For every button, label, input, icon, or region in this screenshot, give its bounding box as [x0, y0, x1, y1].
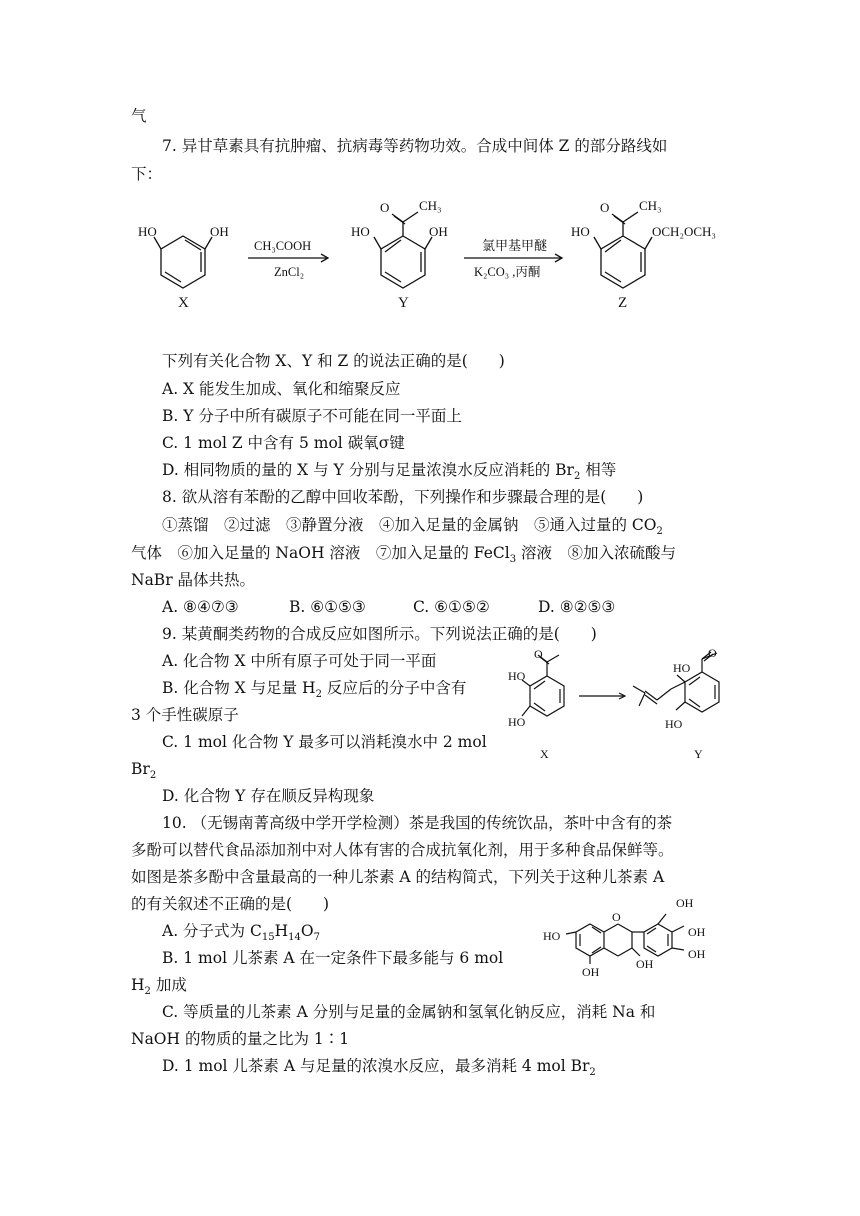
q10-oh-3: OH — [636, 957, 654, 971]
q7-question: 下列有关化合物 X、Y 和 Z 的说法正确的是( ) — [162, 352, 505, 370]
q7-option-a: A. X 能发生加成、氧化和缩聚反应 — [162, 380, 401, 398]
q9-option-c-line1: C. 1 mol 化合物 Y 最多可以消耗溴水中 2 mol — [162, 733, 487, 751]
q9-x-compound-label: X — [540, 747, 549, 761]
q8-steps-line1: ①蒸馏 ②过滤 ③静置分液 ④加入足量的金属钠 ⑤通入过量的 $CO_2$ — [162, 516, 663, 538]
x-benzene-ring — [161, 236, 205, 288]
q9-x-ho-top: HO — [508, 669, 526, 683]
z-ho-label: HO — [571, 224, 590, 239]
q9-x-ho-bottom: HO — [508, 715, 526, 729]
q10-option-a: A. 分子式为 $C_{15}H_{14}O_7$ — [162, 922, 320, 944]
q10-oh-4prime: OH — [688, 925, 706, 939]
arrow1-catalyst: ZnCl₂ — [274, 265, 305, 279]
q9-x-o-label: O — [534, 648, 543, 661]
q10-option-c-line1: C. 等质量的儿茶素 A 分别与足量的金属钠和氢氧化钠反应，消耗 Na 和 — [162, 1003, 656, 1021]
q10-option-b-line2: $H_2$ 加成 — [131, 976, 187, 998]
y-ho-label: HO — [351, 224, 370, 239]
q8-option-a: A. ⑧④⑦③ — [162, 598, 239, 616]
intro-tail: 气 — [131, 107, 147, 125]
q8-stem: 8. 欲从溶有苯酚的乙醇中回收苯酚，下列操作和步骤最合理的是( ) — [162, 488, 644, 506]
x-compound-label: X — [178, 295, 189, 311]
arrow2-reagent: 氯甲基甲醚 — [482, 238, 548, 253]
q9-y-compound-label: Y — [694, 747, 703, 761]
y-benzene-ring — [381, 236, 425, 288]
y-ch3-label: CH₃ — [419, 198, 442, 213]
arrow1-reagent: CH₃COOH — [254, 239, 312, 253]
q10-ring-o: O — [612, 910, 621, 924]
q10-option-d: D. 1 mol 儿茶素 A 与足量的浓溴水反应，最多消耗 4 mol $Br_2$ — [162, 1057, 596, 1079]
q9-option-a: A. 化合物 X 中所有原子可处于同一平面 — [162, 652, 437, 670]
q9-y-o-label: O — [708, 648, 717, 660]
q10-stem-line2: 多酚可以替代食品添加剂中对人体有害的合成抗氧化剂，用于多种食品保鲜等。 — [131, 841, 674, 859]
z-ch3-label: CH₃ — [639, 198, 662, 213]
q9-option-c-line2: $Br_2$ — [131, 760, 157, 782]
q7-option-b: B. Y 分子中所有碳原子不可能在同一平面上 — [162, 407, 462, 425]
z-benzene-ring — [601, 236, 645, 288]
q8-steps-line2: 气体 ⑥加入足量的 NaOH 溶液 ⑦加入足量的 FeCl$_3$ 溶液 ⑧加入浓硫酸与 — [131, 544, 677, 566]
q9-option-b-line1: B. 化合物 X 与足量 $H_2$ 反应后的分子中含有 — [162, 679, 467, 701]
q9-reaction-scheme — [505, 648, 745, 766]
arrow2-conditions: K₂CO₃ ,丙酮 — [474, 265, 541, 279]
q10-oh-3prime: OH — [676, 896, 694, 910]
q9-y-ho-top: HO — [673, 661, 691, 675]
q8-option-c: C. ⑥①⑤② — [413, 598, 490, 616]
q10-option-c-line2: NaOH 的物质的量之比为 1∶1 — [131, 1030, 350, 1048]
q9-y-ho-bottom: HO — [665, 717, 683, 731]
q7-option-c: C. 1 mol Z 中含有 5 mol 碳氧σ键 — [162, 434, 405, 452]
q8-option-d: D. ⑧②⑤③ — [538, 598, 616, 616]
q7-option-d: D. 相同物质的量的 X 与 Y 分别与足量浓溴水反应消耗的 $Br_2$ 相等 — [162, 461, 617, 483]
q7-reaction-scheme — [130, 192, 750, 316]
q9-option-d: D. 化合物 Y 存在顺反异构现象 — [162, 787, 375, 805]
x-ho-label: HO — [138, 224, 157, 239]
q10-oh-5prime: OH — [688, 947, 706, 961]
y-oh-label: OH — [429, 224, 448, 239]
q10-option-b-line1: B. 1 mol 儿茶素 A 在一定条件下最多能与 6 mol — [162, 949, 504, 967]
x-oh-label: OH — [210, 224, 229, 239]
q10-stem-line1: 10. （无锡南菁高级中学开学检测）茶是我国的传统饮品，茶叶中含有的茶 — [162, 814, 673, 832]
q7-stem-line2: 下： — [131, 165, 163, 183]
q9-option-b-line2: 3 个手性碳原子 — [131, 706, 239, 724]
q8-steps-line3: NaBr 晶体共热。 — [131, 571, 256, 589]
q9-stem: 9. 某黄酮类药物的合成反应如图所示。下列说法正确的是( ) — [162, 625, 597, 643]
q10-stem-line4: 的有关叙述不正确的是( ) — [131, 895, 330, 913]
z-och2och3-label: OCH₂OCH₃ — [652, 224, 716, 239]
q7-stem-line1: 7. 异甘草素具有抗肿瘤、抗病毒等药物功效。合成中间体 Z 的部分路线如 — [162, 137, 668, 155]
q10-stem-line3: 如图是茶多酚中含量最高的一种儿茶素 A 的结构简式，下列关于这种儿茶素 A — [131, 868, 665, 886]
y-o-label: O — [380, 200, 390, 215]
y-compound-label: Y — [398, 295, 409, 311]
q10-oh-5: OH — [582, 965, 600, 979]
q10-ho-7: HO — [543, 929, 561, 943]
q8-option-b: B. ⑥①⑤③ — [289, 598, 366, 616]
q10-catechin-structure — [540, 890, 740, 988]
z-compound-label: Z — [618, 295, 628, 311]
z-o-label: O — [600, 200, 610, 215]
